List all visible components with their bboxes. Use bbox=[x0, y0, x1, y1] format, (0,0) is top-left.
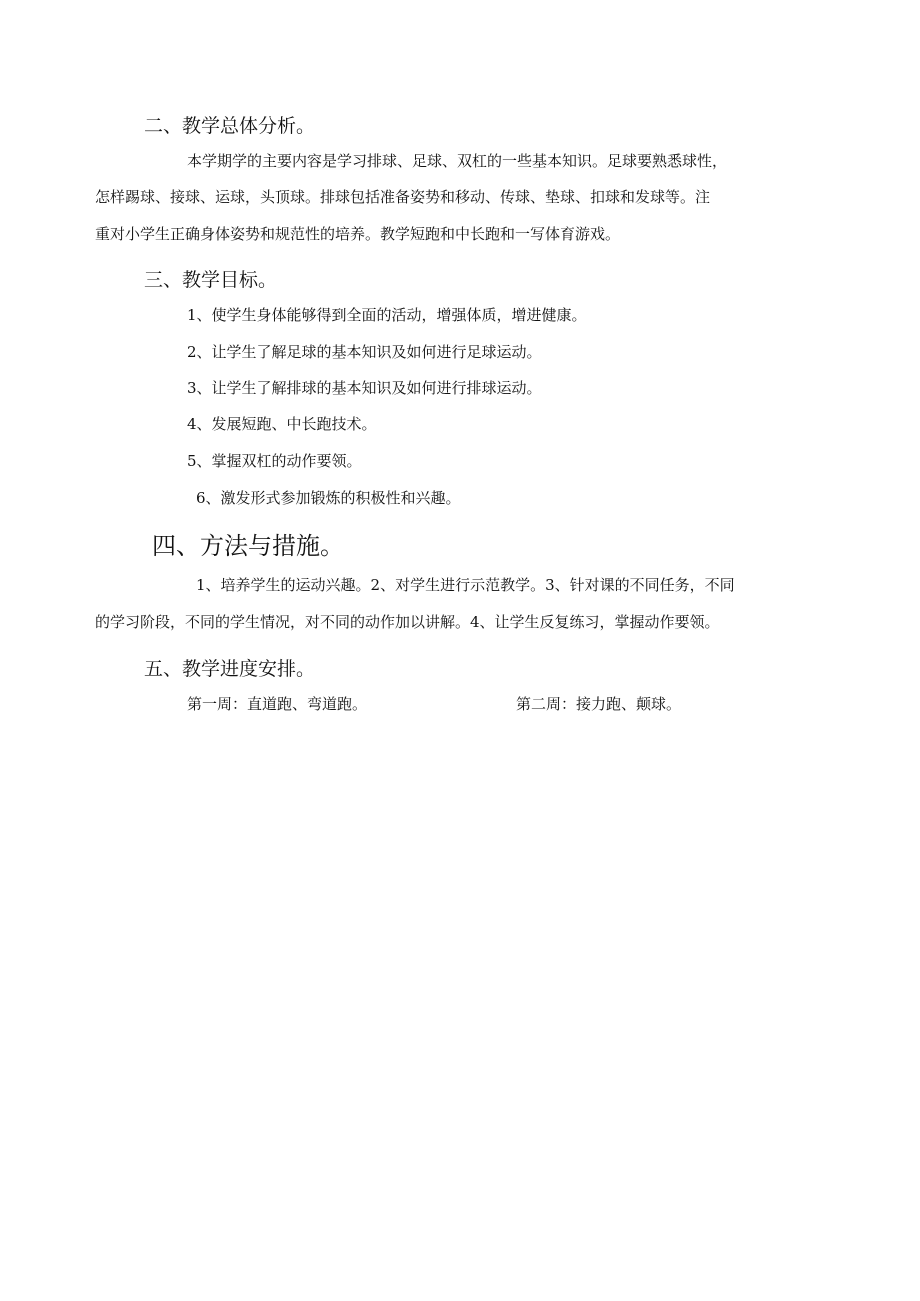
goal-item-6: 6、激发形式参加锻炼的积极性和兴趣。 bbox=[196, 489, 461, 507]
goal-item-1: 1、使学生身体能够得到全面的活动，增强体质，增进健康。 bbox=[187, 306, 587, 324]
schedule-week-1: 第一周：直道跑、弯道跑。 bbox=[187, 695, 368, 713]
goal-item-5: 5、掌握双杠的动作要领。 bbox=[187, 452, 362, 470]
overview-line-1: 本学期学的主要内容是学习排球、足球、双杠的一些基本知识。足球要熟悉球性， bbox=[187, 152, 728, 170]
goal-item-2: 2、让学生了解足球的基本知识及如何进行足球运动。 bbox=[187, 343, 542, 361]
section-heading-methods: 四、方法与措施。 bbox=[152, 532, 344, 560]
schedule-week-2: 第二周：接力跑、颠球。 bbox=[516, 695, 682, 713]
overview-line-3: 重对小学生正确身体姿势和规范性的培养。教学短跑和中长跑和一写体育游戏。 bbox=[95, 225, 621, 243]
methods-line-2: 的学习阶段，不同的学生情况，对不同的动作加以讲解。4、让学生反复练习，掌握动作要领。 bbox=[95, 613, 720, 631]
section-heading-overview: 二、教学总体分析。 bbox=[144, 115, 316, 137]
goal-item-4: 4、发展短跑、中长跑技术。 bbox=[187, 415, 377, 433]
goal-item-3: 3、让学生了解排球的基本知识及如何进行排球运动。 bbox=[187, 379, 542, 397]
section-heading-goals: 三、教学目标。 bbox=[144, 269, 278, 291]
section-heading-schedule: 五、教学进度安排。 bbox=[144, 658, 316, 680]
methods-line-1: 1、培养学生的运动兴趣。2、对学生进行示范教学。3、针对课的不同任务，不同 bbox=[196, 576, 735, 594]
overview-line-2: 怎样踢球、接球、运球，头顶球。排球包括准备姿势和移动、传球、垫球、扣球和发球等。注 bbox=[95, 188, 711, 206]
